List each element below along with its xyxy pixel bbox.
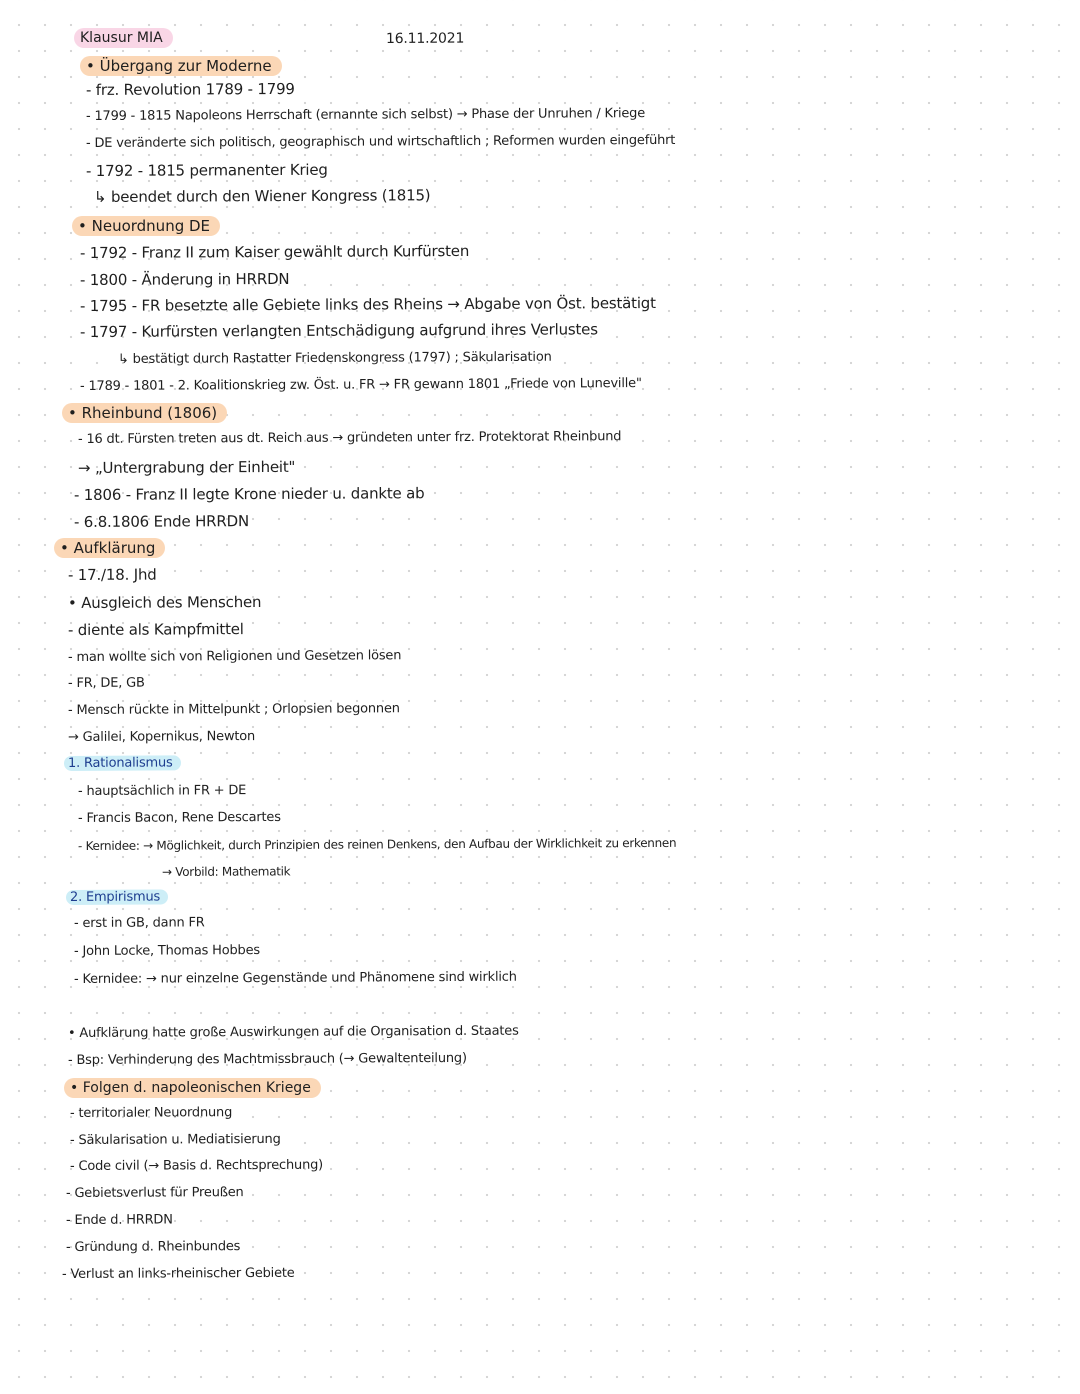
title: Klausur MIA: [74, 28, 173, 48]
note-line: - erst in GB, dann FR: [73, 915, 205, 931]
note-line: • Ausgleich des Menschen: [67, 592, 262, 612]
note-line: - Gebietsverlust für Preußen: [65, 1185, 244, 1201]
note-line: - Säkularisation u. Mediatisierung: [69, 1131, 281, 1148]
note-line: → „Untergrabung der Einheit": [77, 457, 296, 477]
note-line: - 1795 - FR besetzte alle Gebiete links des Rheins → Abgabe von Öst. bestätigt: [79, 293, 656, 315]
note-line: - 1806 - Franz II legte Krone nieder u. dankte ab: [73, 484, 425, 504]
date: 16.11.2021: [385, 30, 465, 47]
note-line: - hauptsächlich in FR + DE: [77, 783, 247, 799]
heading-aufklaerung: • Aufklärung: [54, 538, 165, 558]
heading-neuordnung-de: • Neuordnung DE: [72, 216, 220, 236]
note-line: ↳ bestätigt durch Rastatter Friedenskongress (1797) ; Säkularisation: [117, 349, 552, 367]
note-line: - 16 dt. Fürsten treten aus dt. Reich aus → gründeten unter frz. Protektorat Rheinbund: [77, 429, 622, 447]
note-line: • Aufklärung hatte große Auswirkungen auf die Organisation d. Staates: [67, 1023, 519, 1041]
heading-empirismus: [66, 887, 168, 908]
note-line: - Francis Bacon, Rene Descartes: [77, 809, 281, 826]
note-line: - Gründung d. Rheinbundes: [65, 1239, 241, 1255]
heading-rationalismus: [64, 753, 181, 774]
note-line: - man wollte sich von Religionen und Gesetzen lösen: [67, 648, 402, 665]
note-line: - 6.8.1806 Ende HRRDN: [73, 512, 249, 531]
note-line: - John Locke, Thomas Hobbes: [73, 943, 260, 959]
note-line: → Galilei, Kopernikus, Newton: [67, 729, 256, 745]
note-line: - FR, DE, GB: [67, 675, 145, 691]
note-line: - diente als Kampfmittel: [67, 620, 244, 639]
heading-folgen-napoleonische-kriege: • Folgen d. napoleonischen Kriege: [64, 1078, 321, 1098]
note-line: - Code civil (→ Basis d. Rechtsprechung): [69, 1157, 324, 1174]
note-line: - Bsp: Verhinderung des Machtmissbrauch (→ Gewaltenteilung): [67, 1050, 467, 1068]
heading-empirismus-text: 2. Empirismus: [66, 889, 168, 905]
note-line: - Verlust an links-rheinischer Gebiete: [61, 1265, 295, 1282]
note-line: ↳ beendet durch den Wiener Kongress (1815): [93, 186, 431, 206]
note-line: - Ende d. HRRDN: [65, 1212, 173, 1228]
note-line: - Kernidee: → nur einzelne Gegenstände und Phänomene sind wirklich: [73, 969, 517, 987]
note-line: - territorialer Neuordnung: [69, 1105, 233, 1121]
heading-rationalismus-text: 1. Rationalismus: [64, 755, 181, 771]
note-line: - 1792 - Franz II zum Kaiser gewählt durch Kurfürsten: [79, 241, 470, 262]
note-line: - Kernidee: → Möglichkeit, durch Prinzipien des reinen Denkens, den Aufbau der Wirklichkeit zu erkennen: [77, 835, 677, 853]
note-line: - 1797 - Kurfürsten verlangten Entschädigung aufgrund ihres Verlustes: [79, 320, 598, 341]
note-line: - 1789 - 1801 - 2. Koalitionskrieg zw. Öst. u. FR → FR gewann 1801 „Friede von Luneville": [79, 376, 642, 394]
heading-uebergang-moderne: • Übergang zur Moderne: [80, 56, 282, 76]
note-line: - 1800 - Änderung in HRRDN: [79, 269, 290, 289]
heading-rheinbund: • Rheinbund (1806): [62, 403, 227, 423]
note-line: - 1799 - 1815 Napoleons Herrschaft (ernannte sich selbst) → Phase der Unruhen / Kriege: [85, 106, 646, 124]
note-line: - Mensch rückte in Mittelpunkt ; Orlopsien begonnen: [67, 701, 400, 718]
note-line: → Vorbild: Mathematik: [161, 864, 291, 879]
note-line: - 17./18. Jhd: [67, 565, 157, 584]
note-line: - 1792 - 1815 permanenter Krieg: [85, 160, 328, 180]
note-line: - DE veränderte sich politisch, geographisch und wirtschaftlich ; Reformen wurden eingeführt: [85, 132, 676, 151]
note-line: - frz. Revolution 1789 - 1799: [85, 79, 295, 99]
